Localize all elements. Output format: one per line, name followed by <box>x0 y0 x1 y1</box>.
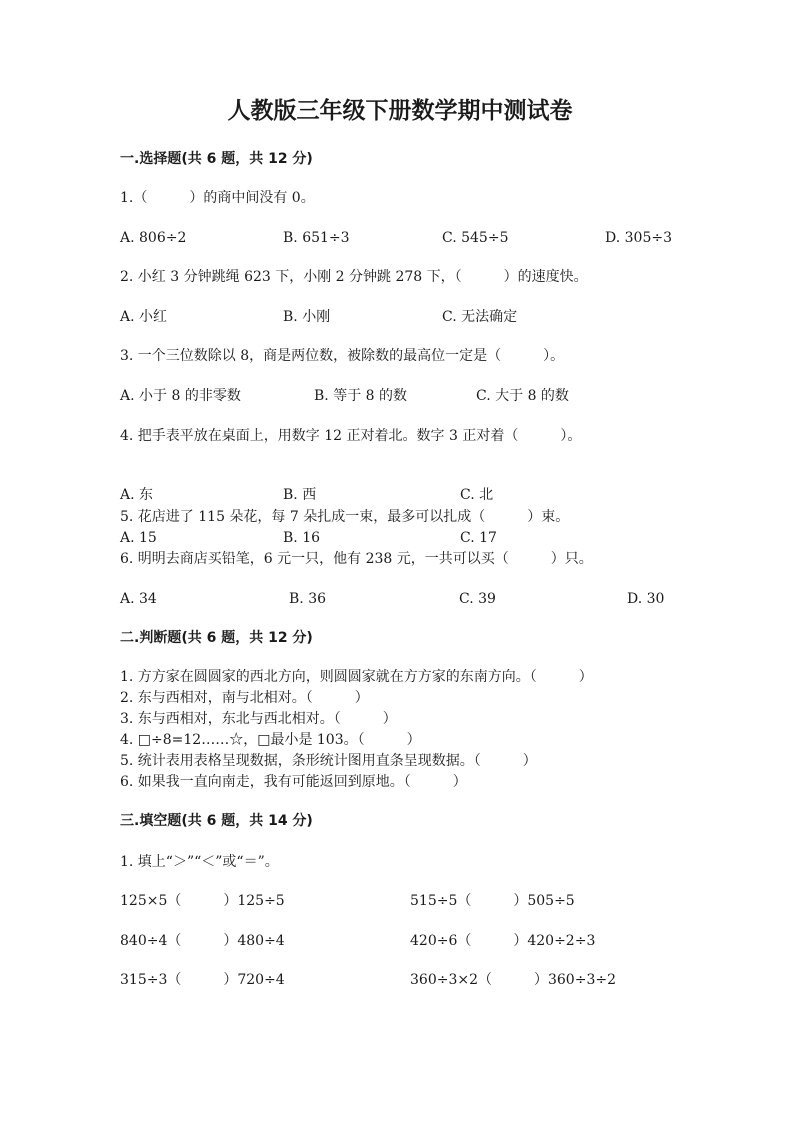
question-text: 3. 一个三位数除以 8，商是两位数，被除数的最高位一定是（ ）。 <box>120 348 565 364</box>
judgement-item: 2. 东与西相对，南与北相对。（ ） <box>120 690 369 706</box>
option: C. 545÷5 <box>442 230 509 246</box>
comparison-item: 315÷3（ ）720÷4 <box>120 972 285 988</box>
comparison-item: 420÷6（ ）420÷2÷3 <box>410 933 596 949</box>
judgement-item: 5. 统计表用表格呈现数据，条形统计图用直条呈现数据。（ ） <box>120 753 537 769</box>
option: D. 30 <box>627 591 665 607</box>
option: D. 305÷3 <box>605 230 672 246</box>
option: B. 651÷3 <box>283 230 350 246</box>
option: C. 17 <box>460 530 497 546</box>
judgement-item: 4. □÷8=12……☆，□最小是 103。（ ） <box>120 732 421 748</box>
judgement-item: 3. 东与西相对，东北与西北相对。（ ） <box>120 711 397 727</box>
comparison-item: 515÷5（ ）505÷5 <box>410 893 575 909</box>
comparison-item: 360÷3×2（ ）360÷3÷2 <box>410 972 616 988</box>
question-text: 5. 花店进了 115 朵花，每 7 朵扎成一束，最多可以扎成（ ）束。 <box>120 509 570 525</box>
judgement-item: 1. 方方家在圆圆家的西北方向，则圆圆家就在方方家的东南方向。（ ） <box>120 669 593 685</box>
question-text: 1.（ ）的商中间没有 0。 <box>120 190 315 206</box>
option: B. 小刚 <box>283 309 331 325</box>
section-heading-fill: 三.填空题(共 6 题，共 14 分) <box>120 813 313 829</box>
comparison-item: 125×5（ ）125÷5 <box>120 893 285 909</box>
option: A. 15 <box>120 530 157 546</box>
option: B. 16 <box>283 530 321 546</box>
option: A. 东 <box>120 487 154 503</box>
option: A. 小红 <box>120 309 168 325</box>
section-heading-judgement: 二.判断题(共 6 题，共 12 分) <box>120 630 313 646</box>
option: B. 西 <box>283 487 317 503</box>
option: C. 北 <box>460 487 494 503</box>
page-title: 人教版三年级下册数学期中测试卷 <box>227 98 573 124</box>
comparison-item: 840÷4（ ）480÷4 <box>120 933 285 949</box>
option: C. 39 <box>459 591 496 607</box>
question-text: 6. 明明去商店买铅笔，6 元一只，他有 238 元，一共可以买（ ）只。 <box>120 551 593 567</box>
question-text: 4. 把手表平放在桌面上，用数字 12 正对着北。数字 3 正对着（ ）。 <box>120 428 582 444</box>
option: C. 无法确定 <box>442 309 518 325</box>
option: A. 806÷2 <box>120 230 187 246</box>
option: A. 小于 8 的非零数 <box>120 388 241 404</box>
option: B. 等于 8 的数 <box>314 388 407 404</box>
option: B. 36 <box>289 591 327 607</box>
section-heading-choice: 一.选择题(共 6 题，共 12 分) <box>120 151 313 167</box>
judgement-item: 6. 如果我一直向南走，我有可能返回到原地。（ ） <box>120 774 467 790</box>
question-text: 1. 填上“＞”“＜”或“＝”。 <box>120 854 279 870</box>
option: A. 34 <box>120 591 157 607</box>
option: C. 大于 8 的数 <box>476 388 569 404</box>
question-text: 2. 小红 3 分钟跳绳 623 下，小刚 2 分钟跳 278 下，（ ）的速度快。 <box>120 269 588 285</box>
